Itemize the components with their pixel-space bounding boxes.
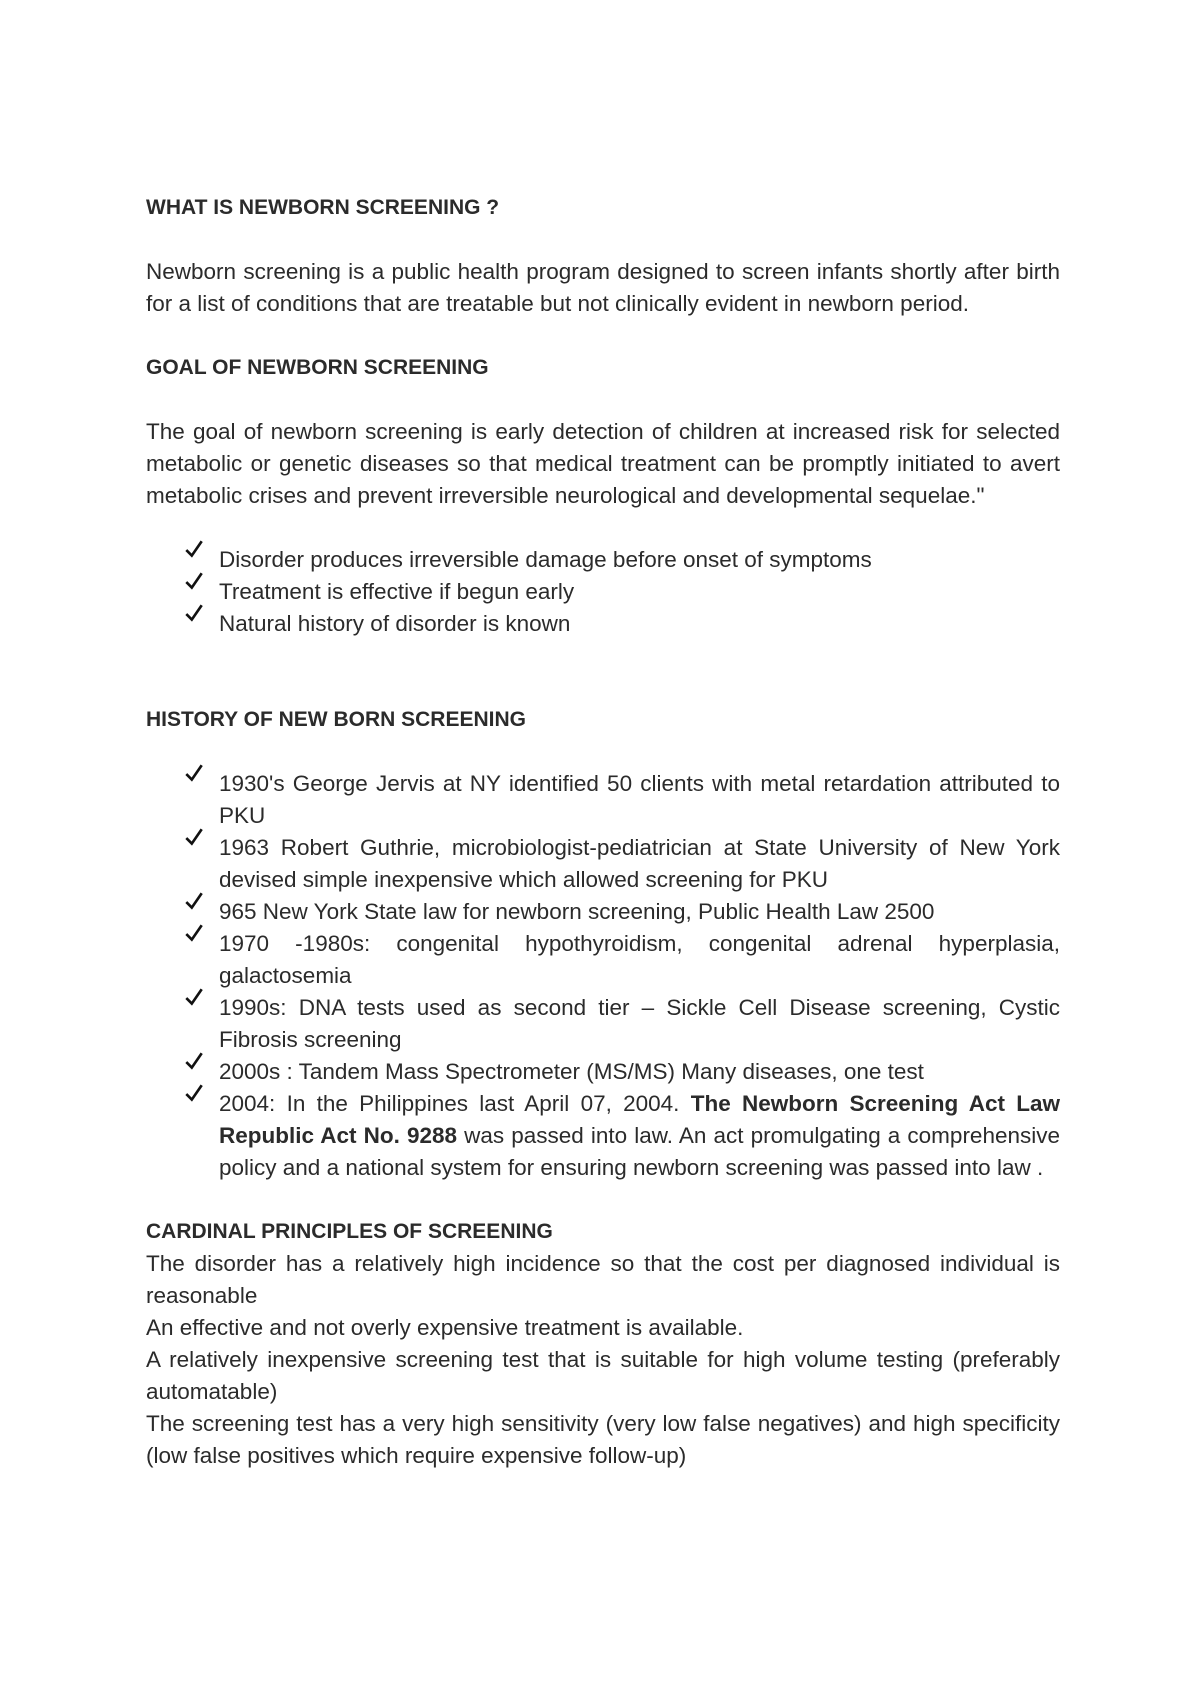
checkmark-icon	[183, 570, 205, 592]
principle-line: An effective and not overly expensive treatment is available.	[146, 1315, 744, 1340]
checkmark-icon	[183, 602, 205, 624]
cardinal-principles-body	[146, 1248, 1060, 1472]
list-item	[146, 832, 1060, 896]
checkmark-icon	[183, 538, 205, 560]
list-item	[146, 1088, 1060, 1184]
paragraph-goal: The goal of newborn screening is early detection of children at increased risk for selected metabolic or genetic diseases so that medical treatment can be promptly initiated to avert metabolic crises and prevent irreversible neurological and developmental sequelae."	[146, 419, 1060, 508]
list-item	[146, 992, 1060, 1056]
list-item	[146, 896, 1060, 928]
list-item-text-post: was passed into law. An act promulgating a comprehensive policy and a national system for ensuring newborn screening was passed into law .	[219, 1123, 1060, 1180]
principle-line: The screening test has a very high sensitivity (very low false negatives) and high specificity (low false positives which require expensive follow-up)	[146, 1411, 1060, 1468]
list-item-text: 1930's George Jervis at NY identified 50 clients with metal retardation attributed to PKU	[219, 771, 1060, 828]
checkmark-icon	[183, 922, 205, 944]
checkmark-icon	[183, 826, 205, 848]
list-item-text: Treatment is effective if begun early	[219, 579, 575, 604]
goal-checklist	[146, 544, 1060, 640]
document-page	[146, 192, 1060, 1472]
list-item-text: 1970 -1980s: congenital hypothyroidism, congenital adrenal hyperplasia, galactosemia	[219, 931, 1060, 988]
list-item	[146, 928, 1060, 992]
heading-what-is: WHAT IS NEWBORN SCREENING ?	[146, 196, 500, 219]
principle-line: A relatively inexpensive screening test that is suitable for high volume testing (preferably automatable)	[146, 1347, 1060, 1404]
list-item	[146, 544, 1060, 576]
list-item-text: 1990s: DNA tests used as second tier – Sickle Cell Disease screening, Cystic Fibrosis screening	[219, 995, 1060, 1052]
heading-goal: GOAL OF NEWBORN SCREENING	[146, 356, 489, 379]
list-item-text: 1963 Robert Guthrie, microbiologist-pediatrician at State University of New York devised simple inexpensive which allowed screening for PKU	[219, 835, 1060, 892]
list-item	[146, 608, 1060, 640]
list-item	[146, 576, 1060, 608]
principle-line: The disorder has a relatively high incidence so that the cost per diagnosed individual is reasonable	[146, 1251, 1060, 1308]
list-item-text: 965 New York State law for newborn screening, Public Health Law 2500	[219, 899, 935, 924]
checkmark-icon	[183, 762, 205, 784]
act-title: The Newborn Screening Act Law Republic Act No. 9288	[219, 1091, 1060, 1148]
checkmark-icon	[183, 1050, 205, 1072]
checkmark-icon	[183, 1082, 205, 1104]
heading-cardinal-principles: CARDINAL PRINCIPLES OF SCREENING	[146, 1220, 553, 1243]
list-item	[146, 768, 1060, 832]
list-item-text: Disorder produces irreversible damage before onset of symptoms	[219, 547, 872, 572]
list-item-text: 2000s : Tandem Mass Spectrometer (MS/MS) Many diseases, one test	[219, 1059, 924, 1084]
checkmark-icon	[183, 986, 205, 1008]
history-checklist	[146, 768, 1060, 1184]
list-item-text: Natural history of disorder is known	[219, 611, 571, 636]
list-item-text-pre: 2004: In the Philippines last April 07, 2004.	[219, 1091, 691, 1116]
checkmark-icon	[183, 890, 205, 912]
paragraph-what-is: Newborn screening is a public health program designed to screen infants shortly after birth for a list of conditions that are treatable but not clinically evident in newborn period.	[146, 259, 1060, 316]
list-item	[146, 1056, 1060, 1088]
heading-history: HISTORY OF NEW BORN SCREENING	[146, 708, 526, 731]
